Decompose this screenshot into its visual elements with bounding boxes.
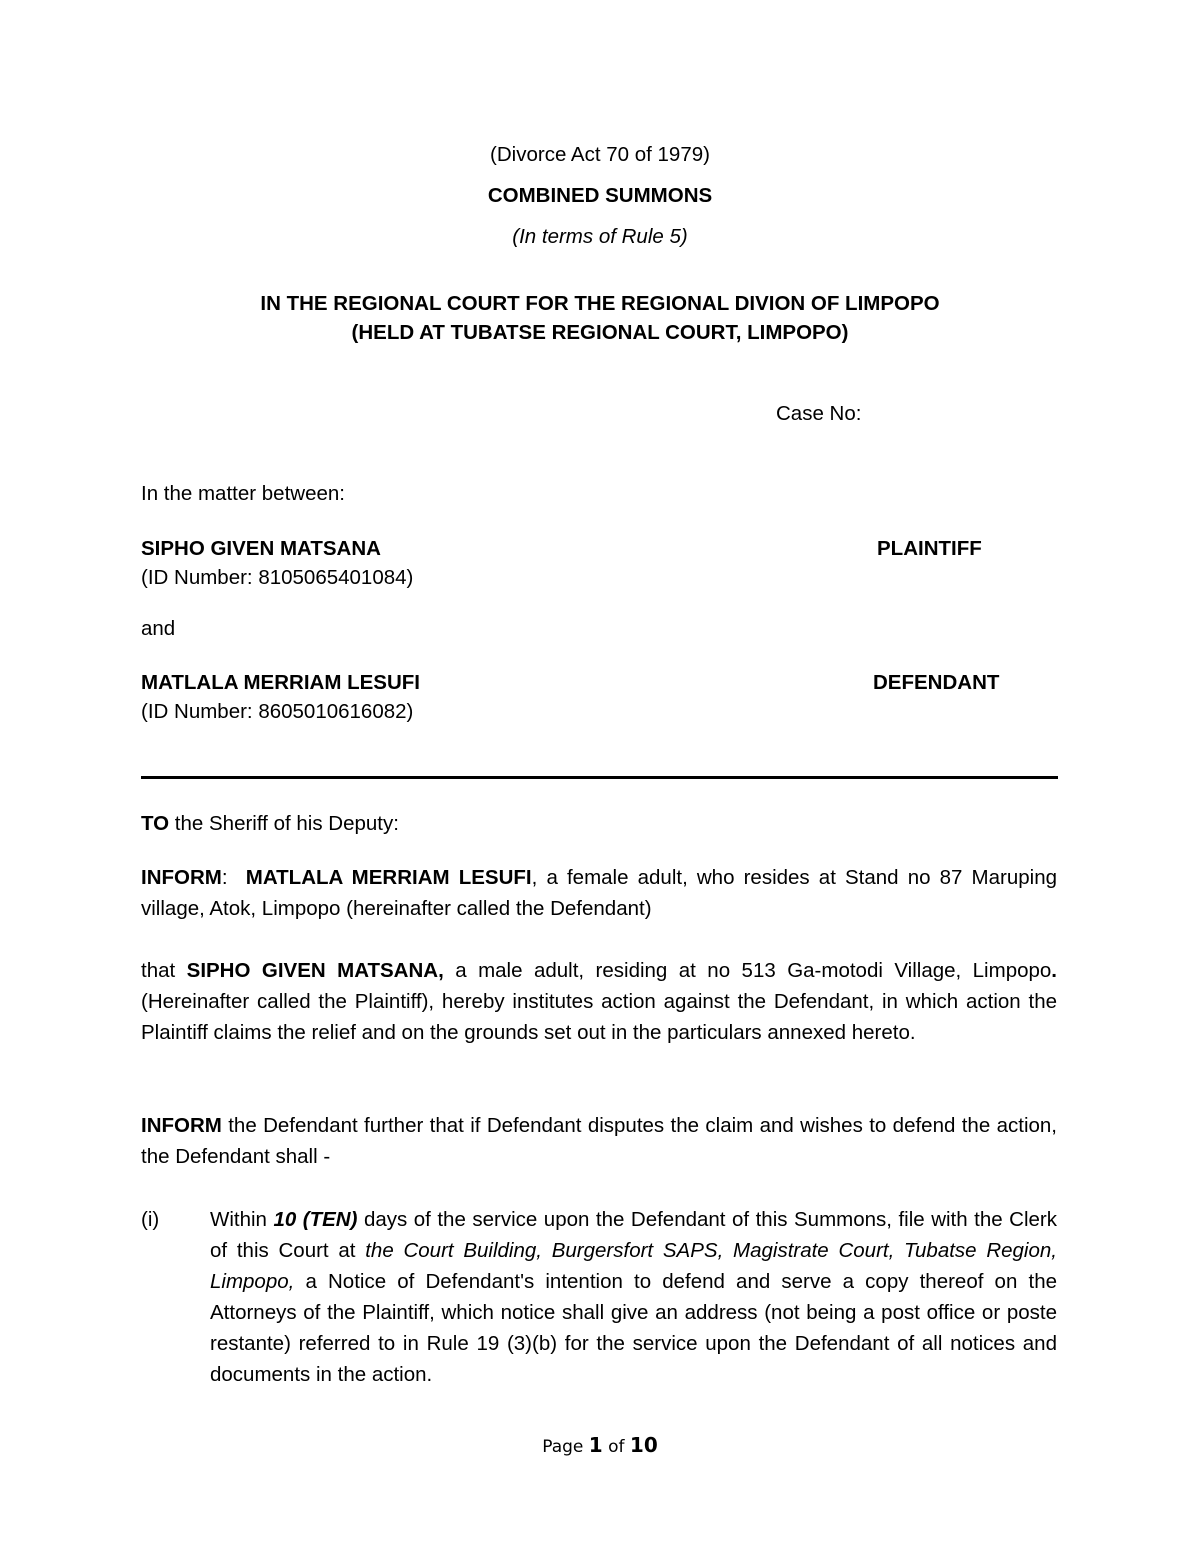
plaintiff-id: (ID Number: 8105065401084) (141, 566, 414, 589)
that-dot: . (1051, 959, 1057, 982)
inform-further-label: INFORM (141, 1114, 222, 1137)
defendant-name: MATLALA MERRIAM LESUFI (141, 671, 420, 694)
that-text-part1: a male adult, residing at no 513 Ga-motodi Village, Limpopo (443, 959, 1052, 982)
item-days: 10 (TEN) (273, 1208, 358, 1231)
list-item-text (210, 1204, 1057, 1390)
page-footer (0, 1433, 1200, 1457)
conjunction-and: and (141, 617, 176, 640)
inform-further-paragraph (141, 1110, 1057, 1172)
item-text-part2: days of the service upon the Defendant of this Summons, file with the Clerk of this Court at (210, 1208, 1057, 1262)
inform-colon: : (221, 866, 246, 889)
court-heading-line2: (HELD AT TUBATSE REGIONAL COURT, LIMPOPO) (351, 321, 849, 344)
page-word: Page (542, 1437, 589, 1457)
list-item-marker: (i) (141, 1208, 160, 1231)
to-label: TO (141, 812, 170, 835)
act-reference: (Divorce Act 70 of 1979) (490, 143, 710, 166)
inform-text: , a female adult, who resides at Stand no 87 Maruping village, Atok, Limpopo (hereinafter called the Defendant) (141, 866, 1057, 920)
court-heading-line1: IN THE REGIONAL COURT FOR THE REGIONAL DIVION OF LIMPOPO (260, 292, 940, 315)
item-text-part3: a Notice of Defendant's intention to defend and serve a copy thereof on the Attorneys of the Plaintiff, which notice shall give an address (not being a post office or poste restante) referred to in Rule 19 (3)(b) for the service upon the Defendant of all notices and documents in the action. (210, 1270, 1057, 1386)
that-text: that (141, 959, 187, 982)
page-total: 10 (629, 1433, 658, 1457)
defendant-role: DEFENDANT (873, 671, 1000, 694)
case-number-label: Case No: (776, 402, 862, 425)
plaintiff-role: PLAINTIFF (877, 537, 982, 560)
matter-intro: In the matter between: (141, 482, 345, 505)
inform-further-text: the Defendant further that if Defendant disputes the claim and wishes to defend the action, the Defendant shall - (141, 1114, 1057, 1168)
item-court-place: the Court Building, Burgersfort SAPS, Magistrate Court, Tubatse Region, Limpopo, (210, 1239, 1057, 1293)
institutes-paragraph (141, 955, 1057, 1048)
of-word: of (602, 1437, 630, 1457)
inform-defendant-name: MATLALA MERRIAM LESUFI (245, 866, 532, 889)
page-current: 1 (588, 1433, 603, 1457)
inform-paragraph (141, 862, 1057, 924)
item-text-part1: Within (210, 1208, 274, 1231)
to-sheriff-line (141, 812, 399, 836)
defendant-id: (ID Number: 8605010616082) (141, 700, 414, 723)
to-text: the Sheriff of his Deputy: (169, 812, 399, 835)
plaintiff-name: SIPHO GIVEN MATSANA (141, 537, 381, 560)
document-title: COMBINED SUMMONS (487, 184, 713, 207)
that-plaintiff-name: SIPHO GIVEN MATSANA, (186, 959, 444, 982)
inform-label: INFORM (141, 866, 222, 889)
that-text-part2: (Hereinafter called the Plaintiff), hereby institutes action against the Defendant, in which action the Plaintiff claims the relief and on the grounds set out in the particulars annexed hereto. (141, 990, 1057, 1044)
rule-reference: (In terms of Rule 5) (512, 225, 688, 248)
separator-rule (141, 776, 1058, 779)
